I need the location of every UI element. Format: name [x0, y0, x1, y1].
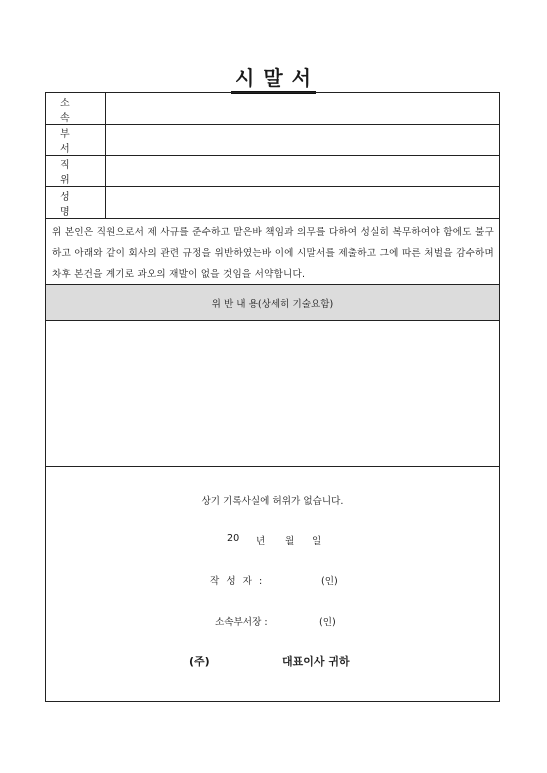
field-input-affiliation[interactable]: [106, 93, 499, 124]
date-day-unit: 일: [312, 536, 322, 547]
field-input-position[interactable]: [106, 156, 499, 186]
dept-head-seal: (인): [319, 617, 336, 628]
pledge-statement: 위 본인은 직원으로서 제 사규를 준수하고 맡은바 책임과 의무를 다하여 성실히 복무하여야 함에도 불구하고 아래와 같이 회사의 관련 규정을 위반하였는바 이에 시말서를 제출하고 그에 따른 처벌을 감수하며 차후 본건을 계기로 과오의 재발이 없을 것임을 서약합니다.: [46, 219, 499, 285]
addressee: 대표이사 귀하: [282, 655, 350, 668]
date-year: 20: [227, 533, 240, 544]
field-input-name[interactable]: [106, 187, 499, 218]
author-seal: (인): [321, 576, 338, 587]
field-row-affiliation: [46, 93, 499, 125]
field-row-name: [46, 187, 499, 219]
form-table: [45, 92, 500, 702]
field-label-department: 부 서: [46, 125, 106, 155]
declaration-text: 상기 기록사실에 허위가 없습니다.: [201, 496, 344, 507]
field-label-affiliation: 소 속: [46, 93, 106, 124]
field-row-position: [46, 156, 499, 187]
field-row-department: [46, 125, 499, 156]
field-input-department[interactable]: [106, 125, 499, 155]
field-label-position: 직 위: [46, 156, 106, 186]
signature-section: [46, 467, 499, 701]
date-year-unit: 년: [256, 536, 266, 547]
dept-head-label: 소속부서장 :: [215, 617, 268, 628]
author-label: 작 성 자 :: [210, 576, 265, 587]
date-month-unit: 월: [285, 536, 295, 547]
company-mark: (주): [189, 655, 210, 668]
document-title: [0, 66, 547, 94]
violation-header: 위 반 내 용(상세히 기술요함): [46, 285, 499, 321]
field-label-name: 성 명: [46, 187, 106, 218]
violation-content-area[interactable]: [46, 321, 499, 467]
document-title-text: 시 말 서: [231, 66, 316, 94]
